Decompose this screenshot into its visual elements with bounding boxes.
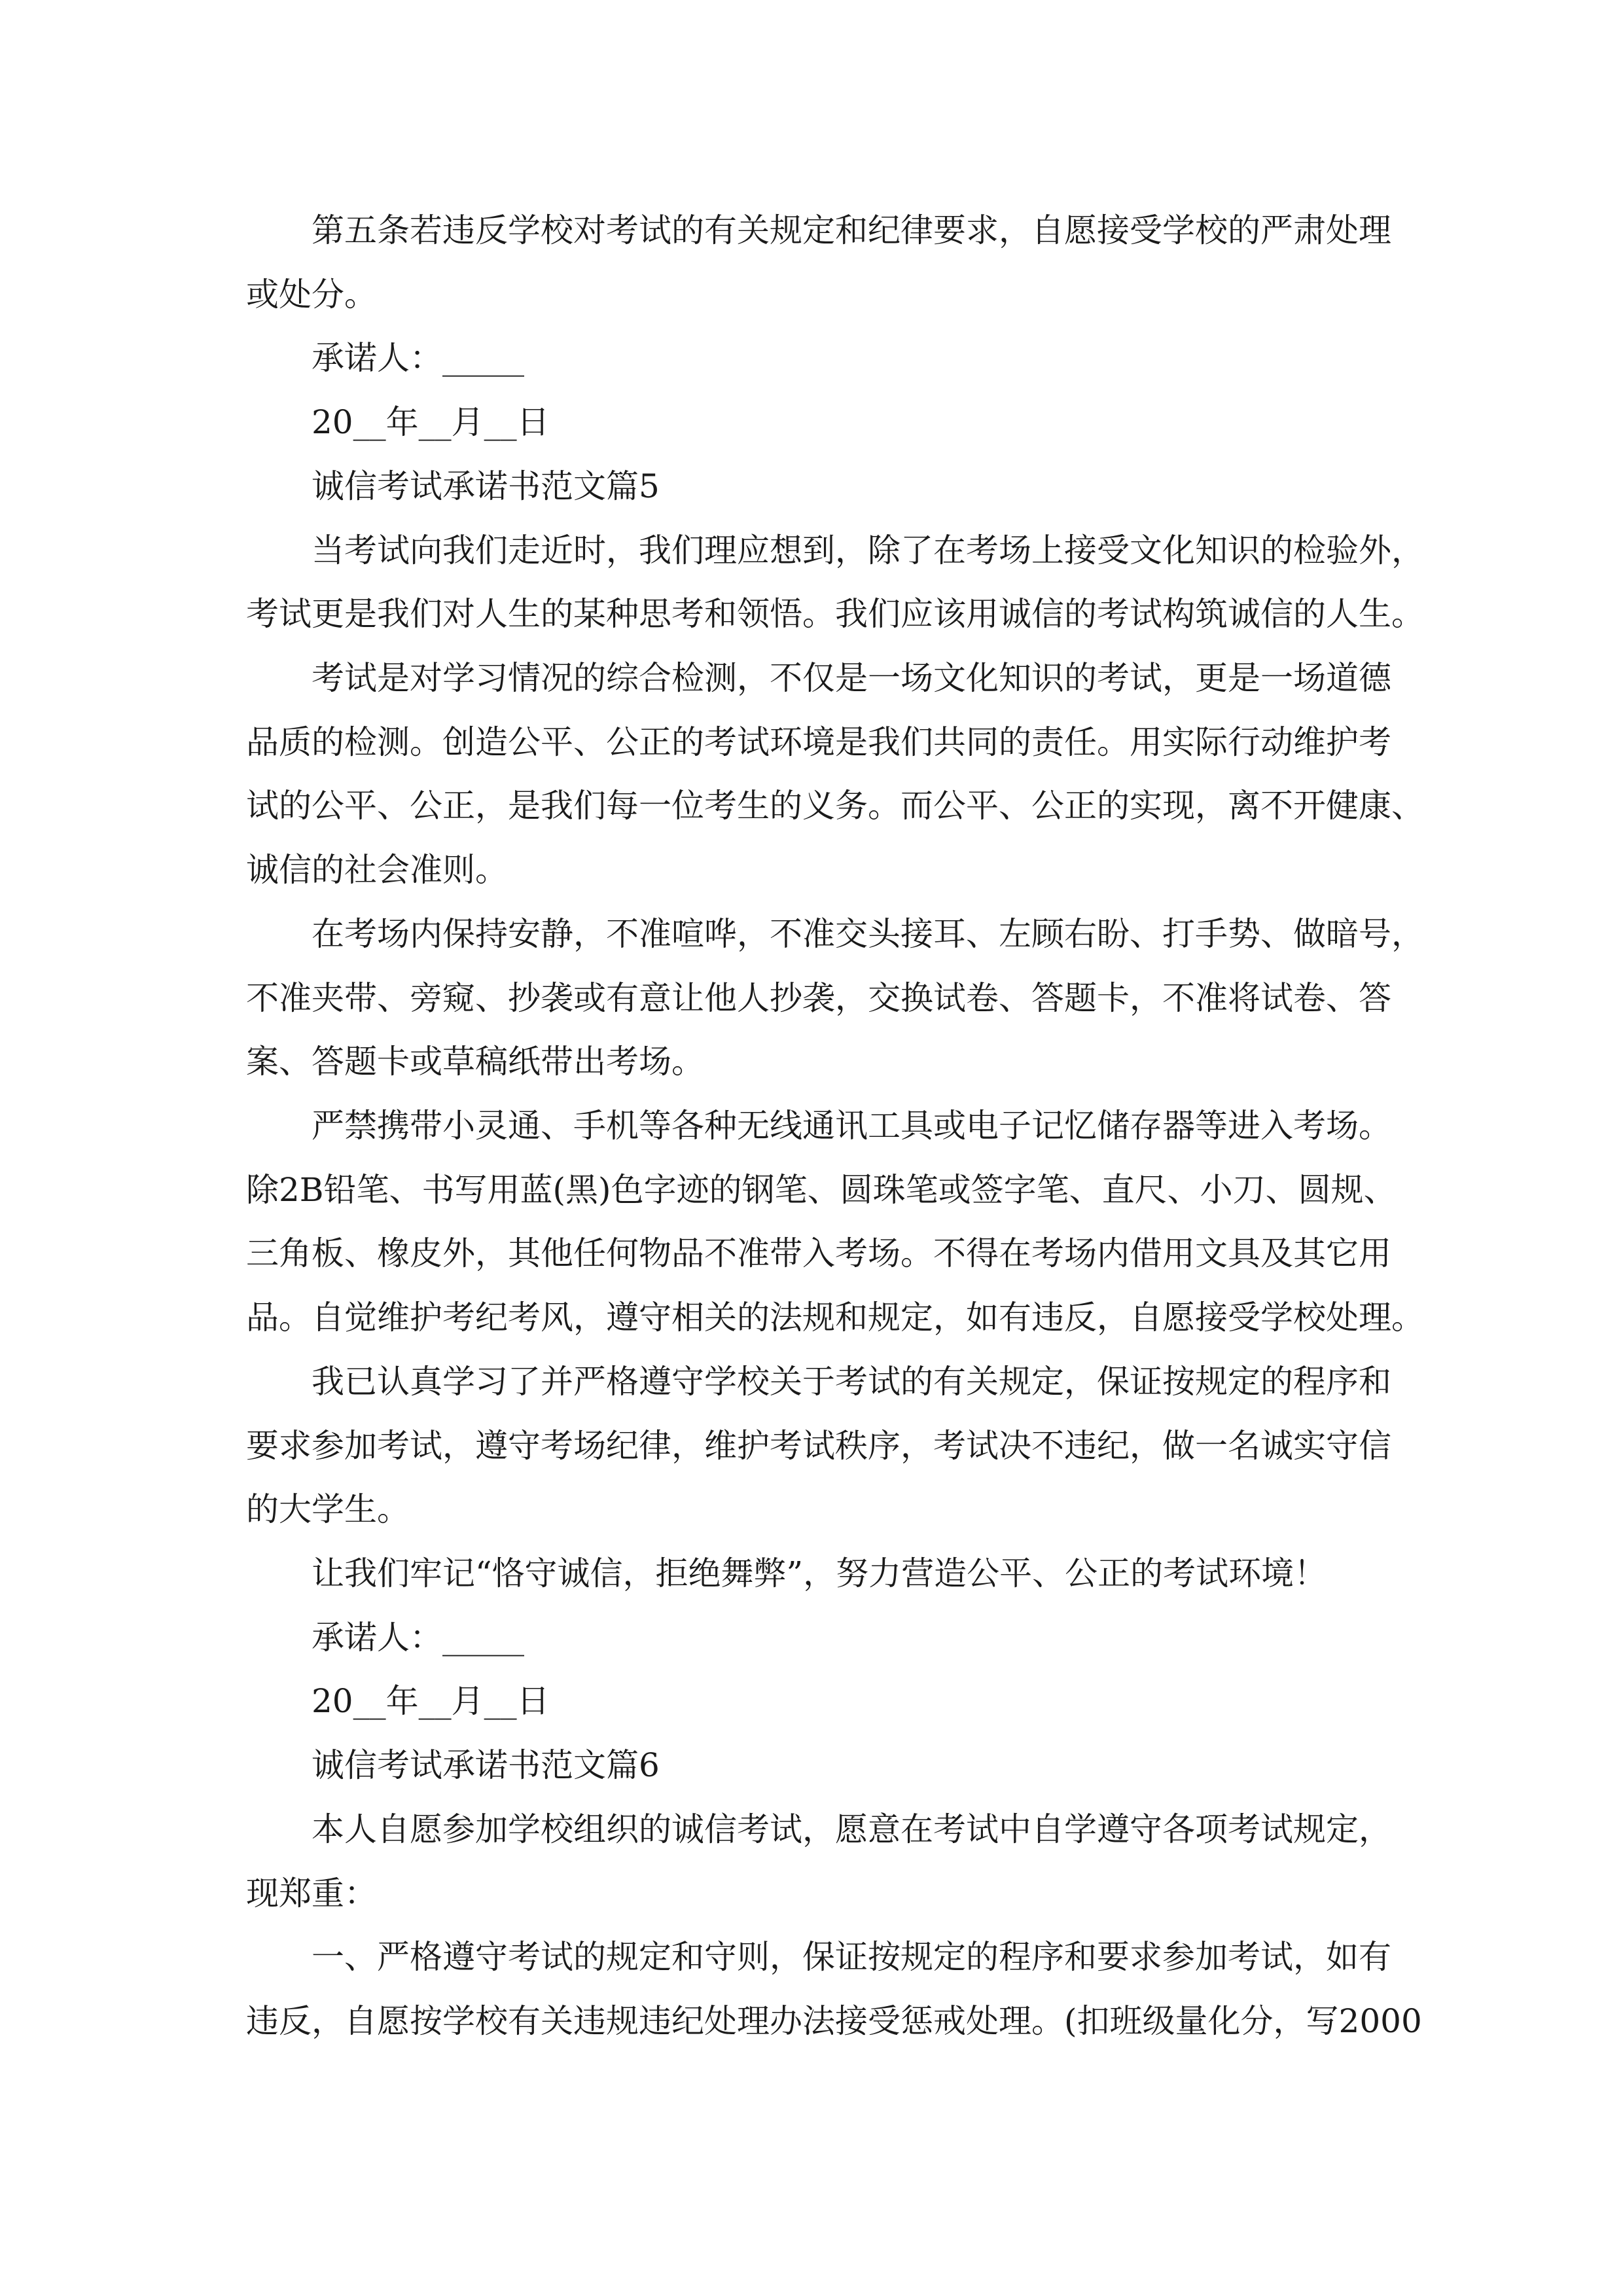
text-line: 考试是对学习情况的综合检测，不仅是一场文化知识的考试，更是一场道德 <box>312 659 1391 697</box>
text-line: 本人自愿参加学校组织的诚信考试，愿意在考试中自学遵守各项考试规定， <box>312 1810 1391 1848</box>
text-line: 不准夹带、旁窥、抄袭或有意让他人抄袭，交换试卷、答题卡，不准将试卷、答 <box>246 979 1391 1017</box>
text-line: 现郑重： <box>246 1874 377 1912</box>
text-line: 除2B铅笔、书写用蓝(黑)色字迹的钢笔、圆珠笔或签字笔、直尺、小刀、圆规、 <box>246 1171 1397 1209</box>
section-heading: 诚信考试承诺书范文篇5 <box>312 467 660 505</box>
text-line: 品。自觉维护考纪考风，遵守相关的法规和规定，如有违反，自愿接受学校处理。 <box>246 1299 1424 1336</box>
text-line: 三角板、橡皮外，其他任何物品不准带入考场。不得在考场内借用文具及其它用 <box>246 1234 1391 1272</box>
signature-line: 承诺人：_____ <box>312 1619 524 1657</box>
text-line: 的大学生。 <box>246 1490 410 1528</box>
signature-line: 承诺人：_____ <box>312 339 524 377</box>
text-line: 或处分。 <box>246 276 377 314</box>
text-line: 违反，自愿按学校有关违规违纪处理办法接受惩戒处理。(扣班级量化分，写2000 <box>246 2002 1422 2040</box>
text-line: 当考试向我们走近时，我们理应想到，除了在考场上接受文化知识的检验外， <box>312 531 1424 569</box>
date-line: 20__年__月__日 <box>312 1682 550 1720</box>
text-line: 品质的检测。创造公平、公正的考试环境是我们共同的责任。用实际行动维护考 <box>246 723 1391 761</box>
text-line: 我已认真学习了并严格遵守学校关于考试的有关规定，保证按规定的程序和 <box>312 1363 1391 1401</box>
text-line: 在考场内保持安静，不准喧哗，不准交头接耳、左顾右盼、打手势、做暗号， <box>312 915 1424 953</box>
date-line: 20__年__月__日 <box>312 403 550 441</box>
text-line: 案、答题卡或草稿纸带出考场。 <box>246 1043 704 1081</box>
text-line: 试的公平、公正，是我们每一位考生的义务。而公平、公正的实现，离不开健康、 <box>246 787 1424 825</box>
text-line: 一、严格遵守考试的规定和守则，保证按规定的程序和要求参加考试，如有 <box>312 1938 1391 1976</box>
text-line: 让我们牢记“恪守诚信，拒绝舞弊”，努力营造公平、公正的考试环境！ <box>312 1554 1327 1592</box>
text-line: 考试更是我们对人生的某种思考和领悟。我们应该用诚信的考试构筑诚信的人生。 <box>246 595 1424 633</box>
text-line: 要求参加考试，遵守考场纪律，维护考试秩序，考试决不违纪，做一名诚实守信 <box>246 1427 1391 1465</box>
text-line: 严禁携带小灵通、手机等各种无线通讯工具或电子记忆储存器等进入考场。 <box>312 1107 1391 1145</box>
section-heading: 诚信考试承诺书范文篇6 <box>312 1746 660 1784</box>
text-line: 诚信的社会准则。 <box>246 851 508 889</box>
text-line: 第五条若违反学校对考试的有关规定和纪律要求，自愿接受学校的严肃处理 <box>312 211 1391 249</box>
